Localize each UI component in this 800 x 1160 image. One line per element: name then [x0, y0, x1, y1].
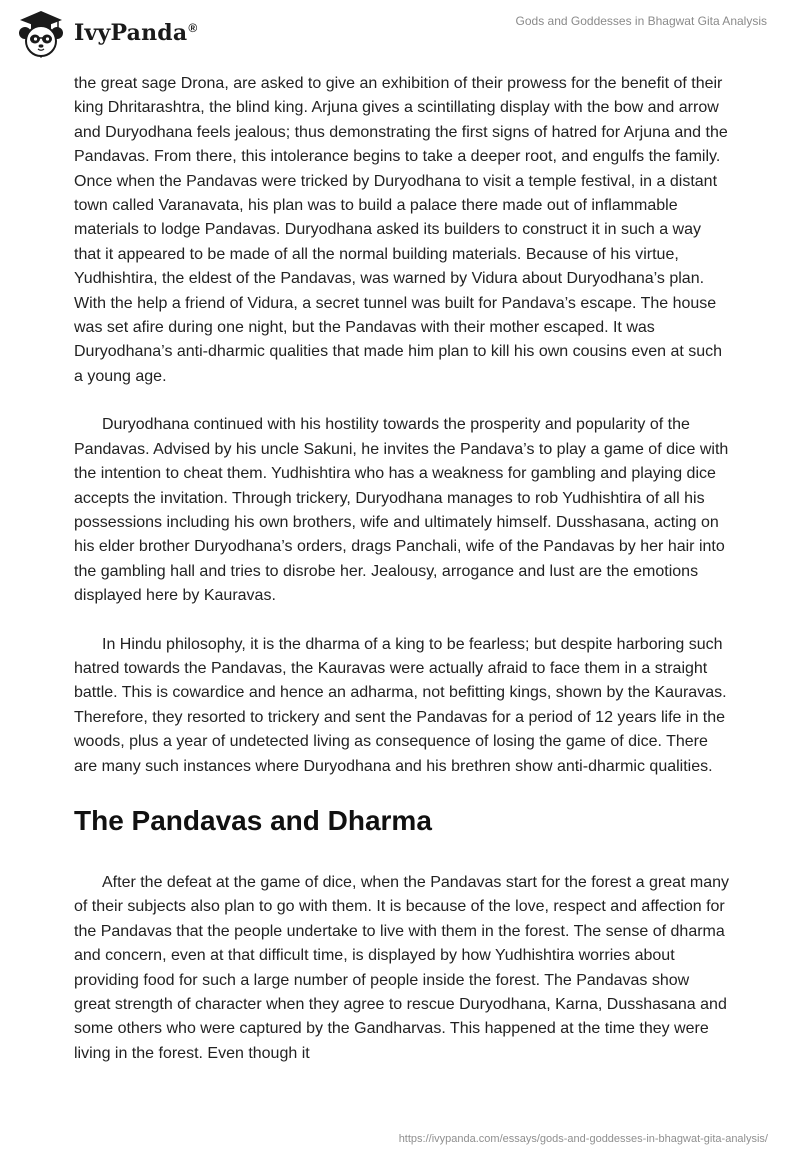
brand-name [74, 20, 197, 46]
section-heading: The Pandavas and Dharma [74, 804, 432, 836]
registered-mark: ® [188, 20, 198, 35]
article-body [74, 72, 730, 1090]
article-paragraph: In Hindu philosophy, it is the dharma of a king to be fearless; but despite harboring such hatred towards the Pandavas, the Kauravas were actually afraid to face them in a straight battle. This is cowardice and hence an adharma, not befitting kings, shown by the Kauravas. Therefore, they resorted to trickery and sent the Pandavas for a period of 12 years life in the woods, plus a year of undetected living as consequence of losing the game of dice. There are many such instances where Duryodhana and his brethren show anti-dharmic qualities. [74, 635, 727, 775]
article-paragraph: the great sage Drona, are asked to give an exhibition of their prowess for the benefit of their king Dhritarashtra, the blind king. Arjuna gives a scintillating display with the bow and arrow and Duryodhana feels jealous; thus demonstrating the first signs of hatred for Arjuna and the Pandavas. From there, this intolerance begins to take a deeper root, and engulfs the family. Once when the Pandavas were tricked by Duryodhana to visit a temple festival, in a distant town called Varanavata, his plan was to build a palace there made out of inflammable materials to lodge Pandavas. Duryodhana asked its builders to construct it in such a way that it appeared to be made of all the normal building materials. Because of his virtue, Yudhishtira, the eldest of the Pandavas, was warned by Vidura about Duryodhana’s plan. With the help a friend of Vidura, a secret tunnel was built for Pandava’s escape. The house was set afire during one night, but the Pandavas with their mother escaped. It was Duryodhana’s anti-dharmic qualities that made him plan to kill his own cousins even at such a young age. [74, 75, 728, 385]
document-title: Gods and Goddesses in Bhagwat Gita Analysis [515, 14, 767, 28]
panda-graduate-icon [16, 8, 66, 58]
brand-label: IvyPanda [74, 20, 188, 46]
article-paragraph: After the defeat at the game of dice, when the Pandavas start for the forest a great many of their subjects also plan to go with them. It is because of the love, respect and affection for the Pandavas that the people undertake to live with them in the forest. The sense of dharma and concern, even at that difficult time, is displayed by how Yudhishtira worries about providing food for such a large number of people inside the forest. The Pandavas show great strength of character when they agree to rescue Duryodhana, Karna, Dusshasana and some others who were captured by the Gandharvas. This happened at the time they were living in the forest. Even though it [74, 873, 730, 1062]
article-paragraph: Duryodhana continued with his hostility towards the prosperity and popularity of the Pandavas. Advised by his uncle Sakuni, he invites the Pandava’s to play a game of dice with the intention to cheat them. Yudhishtira who has a weakness for gambling and playing dice accepts the invitation. Through trickery, Duryodhana manages to rob Yudhishtira of all his possessions including his own brothers, wife and ultimately himself. Dusshasana, acting on his elder brother Duryodhana’s orders, drags Panchali, wife of the Pandavas by her hair into the gambling hall and tries to disrobe her. Jealousy, arrogance and lust are the emotions displayed here by Kauravas. [74, 416, 729, 605]
source-url[interactable]: https://ivypanda.com/essays/gods-and-goddesses-in-bhagwat-gita-analysis/ [398, 1133, 768, 1145]
ivypanda-logo[interactable] [16, 8, 197, 58]
page-header [0, 0, 800, 70]
